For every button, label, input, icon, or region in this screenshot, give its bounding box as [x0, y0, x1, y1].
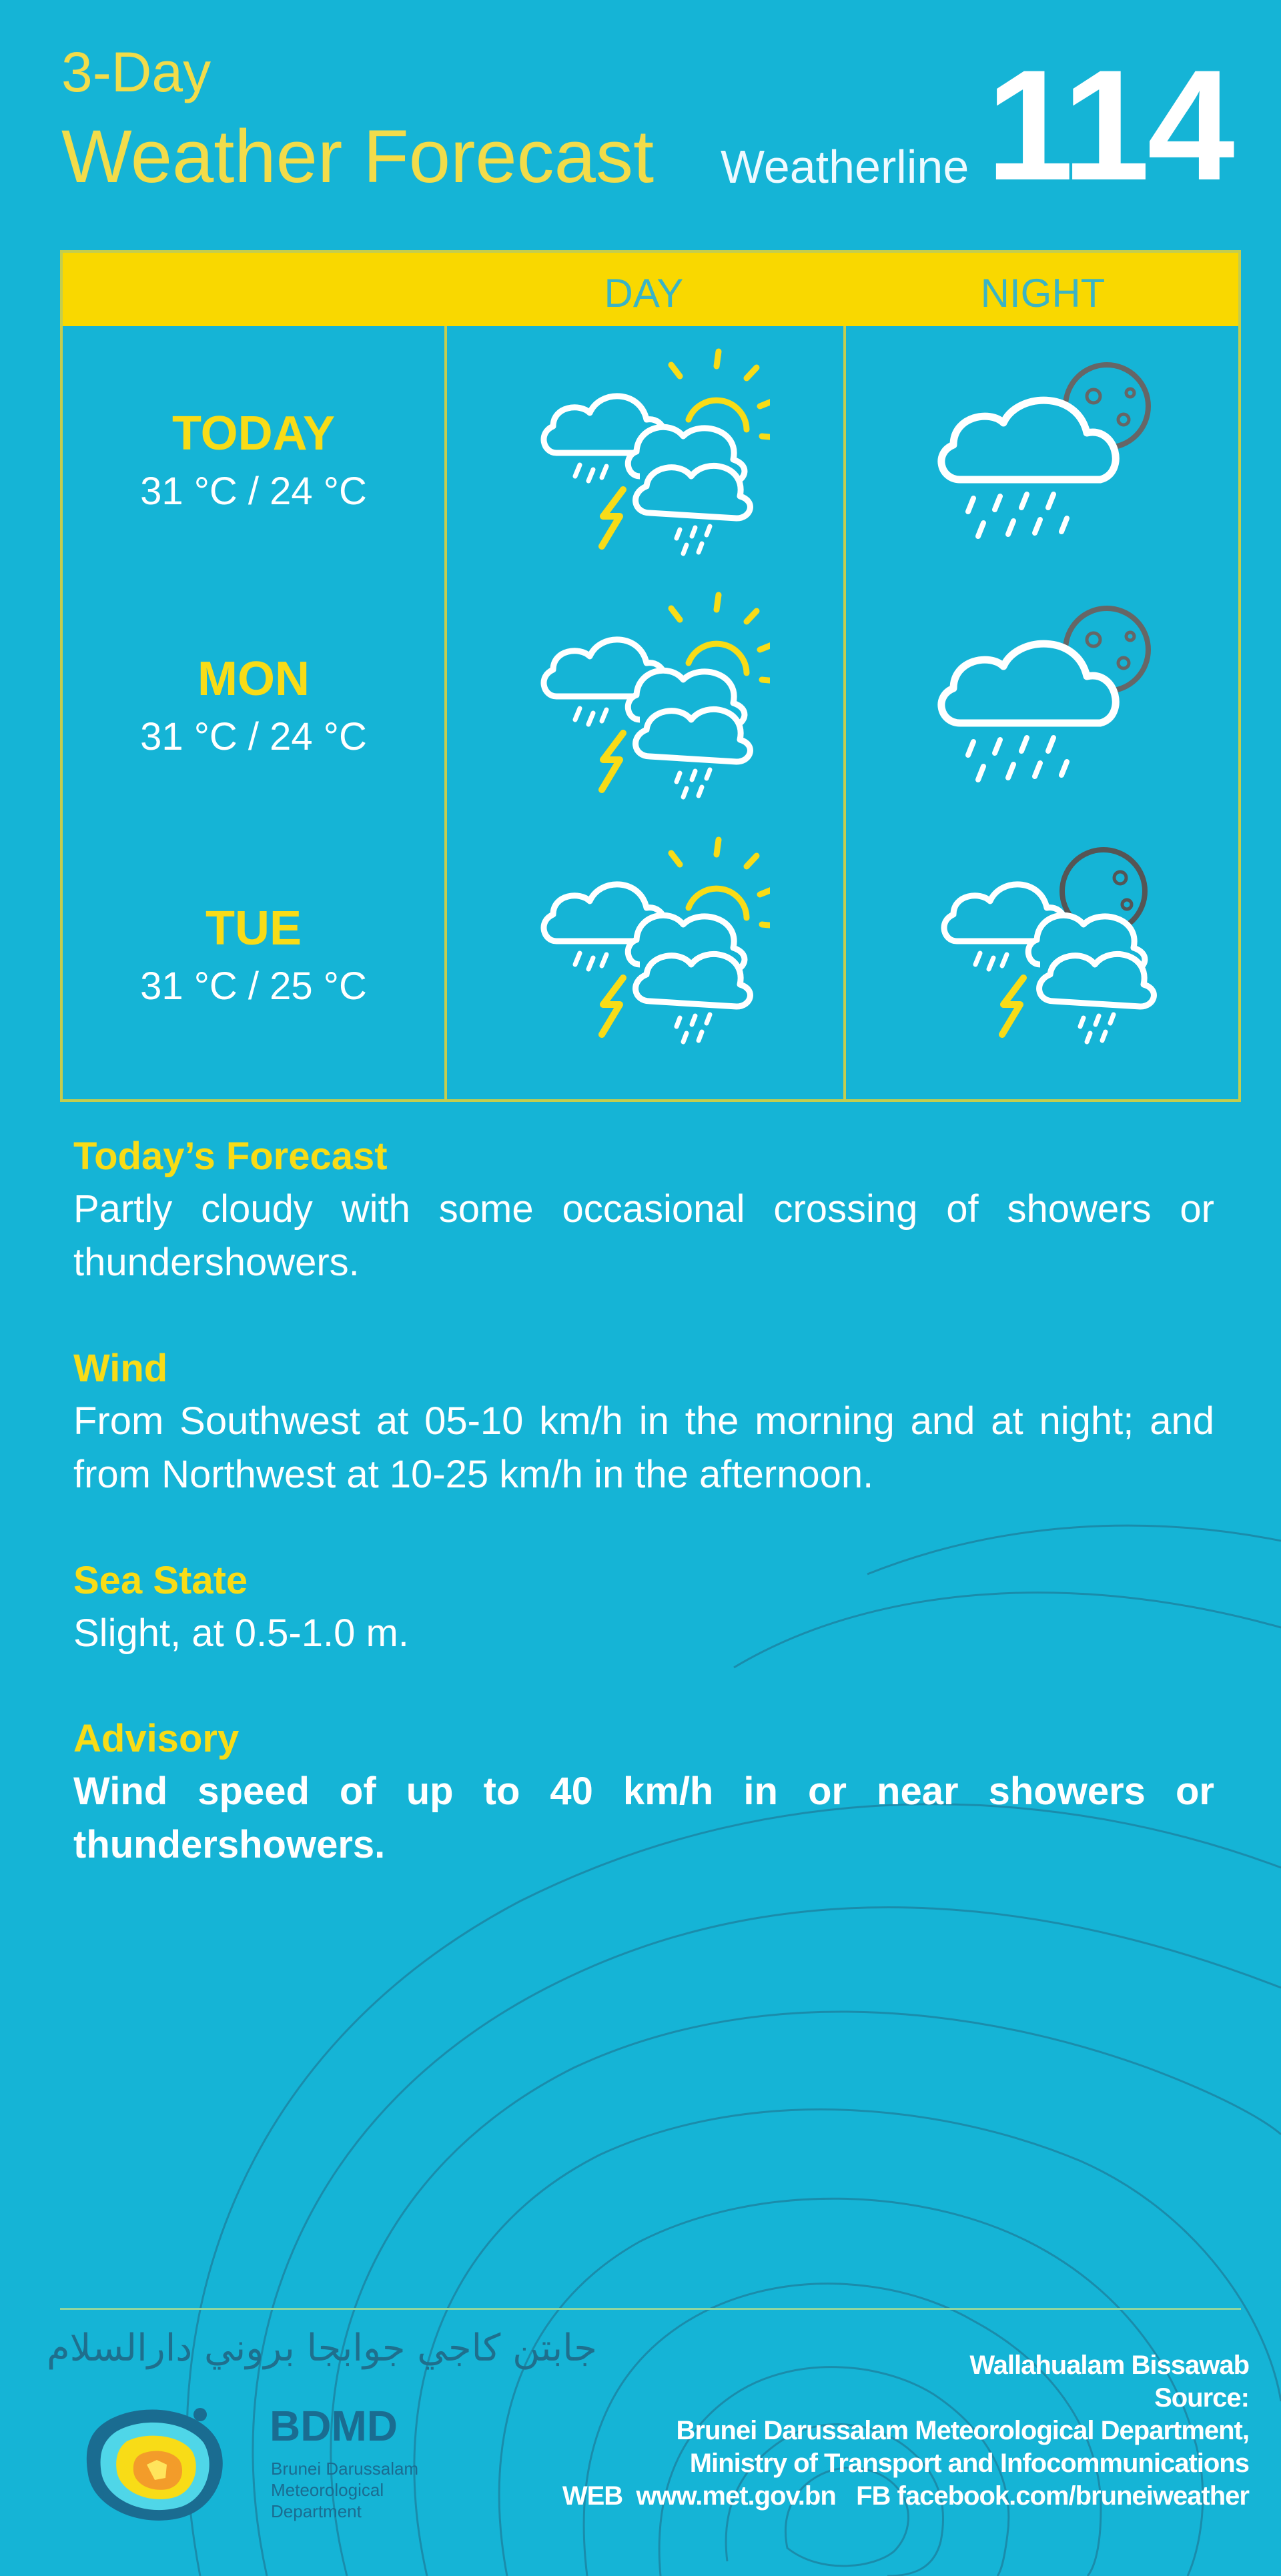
- org-name-line: Meteorological: [271, 2480, 384, 2500]
- forecast-table: [60, 250, 1241, 1102]
- bdmd-logo-icon: [80, 2395, 240, 2528]
- table-header: [63, 253, 1238, 326]
- org-abbreviation: BDMD: [270, 2402, 398, 2450]
- arabic-department-name: جابتن كاجي جوابجا بروني دارالسلام: [47, 2327, 597, 2370]
- temperature-range: 31 °C / 24 °C: [140, 470, 367, 513]
- day-name: MON: [197, 652, 310, 706]
- table-row-tue: [63, 901, 444, 1009]
- partly-cloudy-thunderstorm-icon: [516, 346, 770, 560]
- source-line: Ministry of Transport and Infocommunications: [689, 2449, 1249, 2478]
- org-name-line: Department: [271, 2501, 362, 2521]
- table-row-mon: [63, 652, 444, 759]
- night-thunderstorm-icon: [923, 834, 1177, 1048]
- day-name: TODAY: [171, 407, 336, 460]
- night-rain-icon: [923, 346, 1177, 560]
- section-body: Partly cloudy with some occasional crossing of showers or thundershowers.: [73, 1187, 1214, 1284]
- weatherline-number: 114: [986, 37, 1232, 213]
- todays-forecast-section: [73, 1134, 1214, 1289]
- advisory-section: [73, 1716, 1214, 1872]
- temperature-range: 31 °C / 25 °C: [140, 964, 367, 1008]
- section-title: Wind: [73, 1347, 168, 1390]
- header-title: Weather Forecast: [61, 115, 655, 198]
- org-name-line: Brunei Darussalam: [271, 2459, 419, 2479]
- day-name: TUE: [205, 902, 302, 955]
- sign-off: Wallahualam Bissawab: [969, 2351, 1249, 2380]
- night-rain-icon: [923, 590, 1177, 803]
- section-title: Today’s Forecast: [73, 1135, 388, 1178]
- weatherline-label: Weatherline: [721, 141, 969, 193]
- column-divider: [444, 326, 447, 1099]
- section-title: Advisory: [73, 1717, 240, 1760]
- section-body: From Southwest at 05-10 km/h in the morning and at night; and from Northwest at 10-25 km/h in the afternoon.: [73, 1399, 1214, 1496]
- column-divider: [843, 326, 846, 1099]
- section-body: Wind speed of up to 40 km/h in or near showers or thundershowers.: [73, 1770, 1214, 1866]
- org-full-name: [271, 2458, 418, 2522]
- web-links: WEB www.met.gov.bn FB facebook.com/bruneiweather: [562, 2481, 1249, 2511]
- partly-cloudy-thunderstorm-icon: [516, 590, 770, 803]
- source-line: Brunei Darussalam Meteorological Department,: [676, 2416, 1249, 2445]
- table-row-today: [63, 406, 444, 514]
- sea-state-section: [73, 1558, 1214, 1660]
- column-header-night: NIGHT: [980, 271, 1106, 315]
- section-title: Sea State: [73, 1559, 248, 1602]
- header-subtitle: 3-Day: [61, 41, 211, 103]
- section-body: Slight, at 0.5-1.0 m.: [73, 1612, 409, 1655]
- temperature-range: 31 °C / 24 °C: [140, 715, 367, 758]
- footer-divider: [60, 2308, 1241, 2310]
- wind-section: [73, 1346, 1214, 1501]
- partly-cloudy-thunderstorm-icon: [516, 834, 770, 1048]
- column-header-day: DAY: [604, 271, 684, 315]
- footer-source: [562, 2349, 1249, 2513]
- source-label: Source:: [1154, 2383, 1249, 2413]
